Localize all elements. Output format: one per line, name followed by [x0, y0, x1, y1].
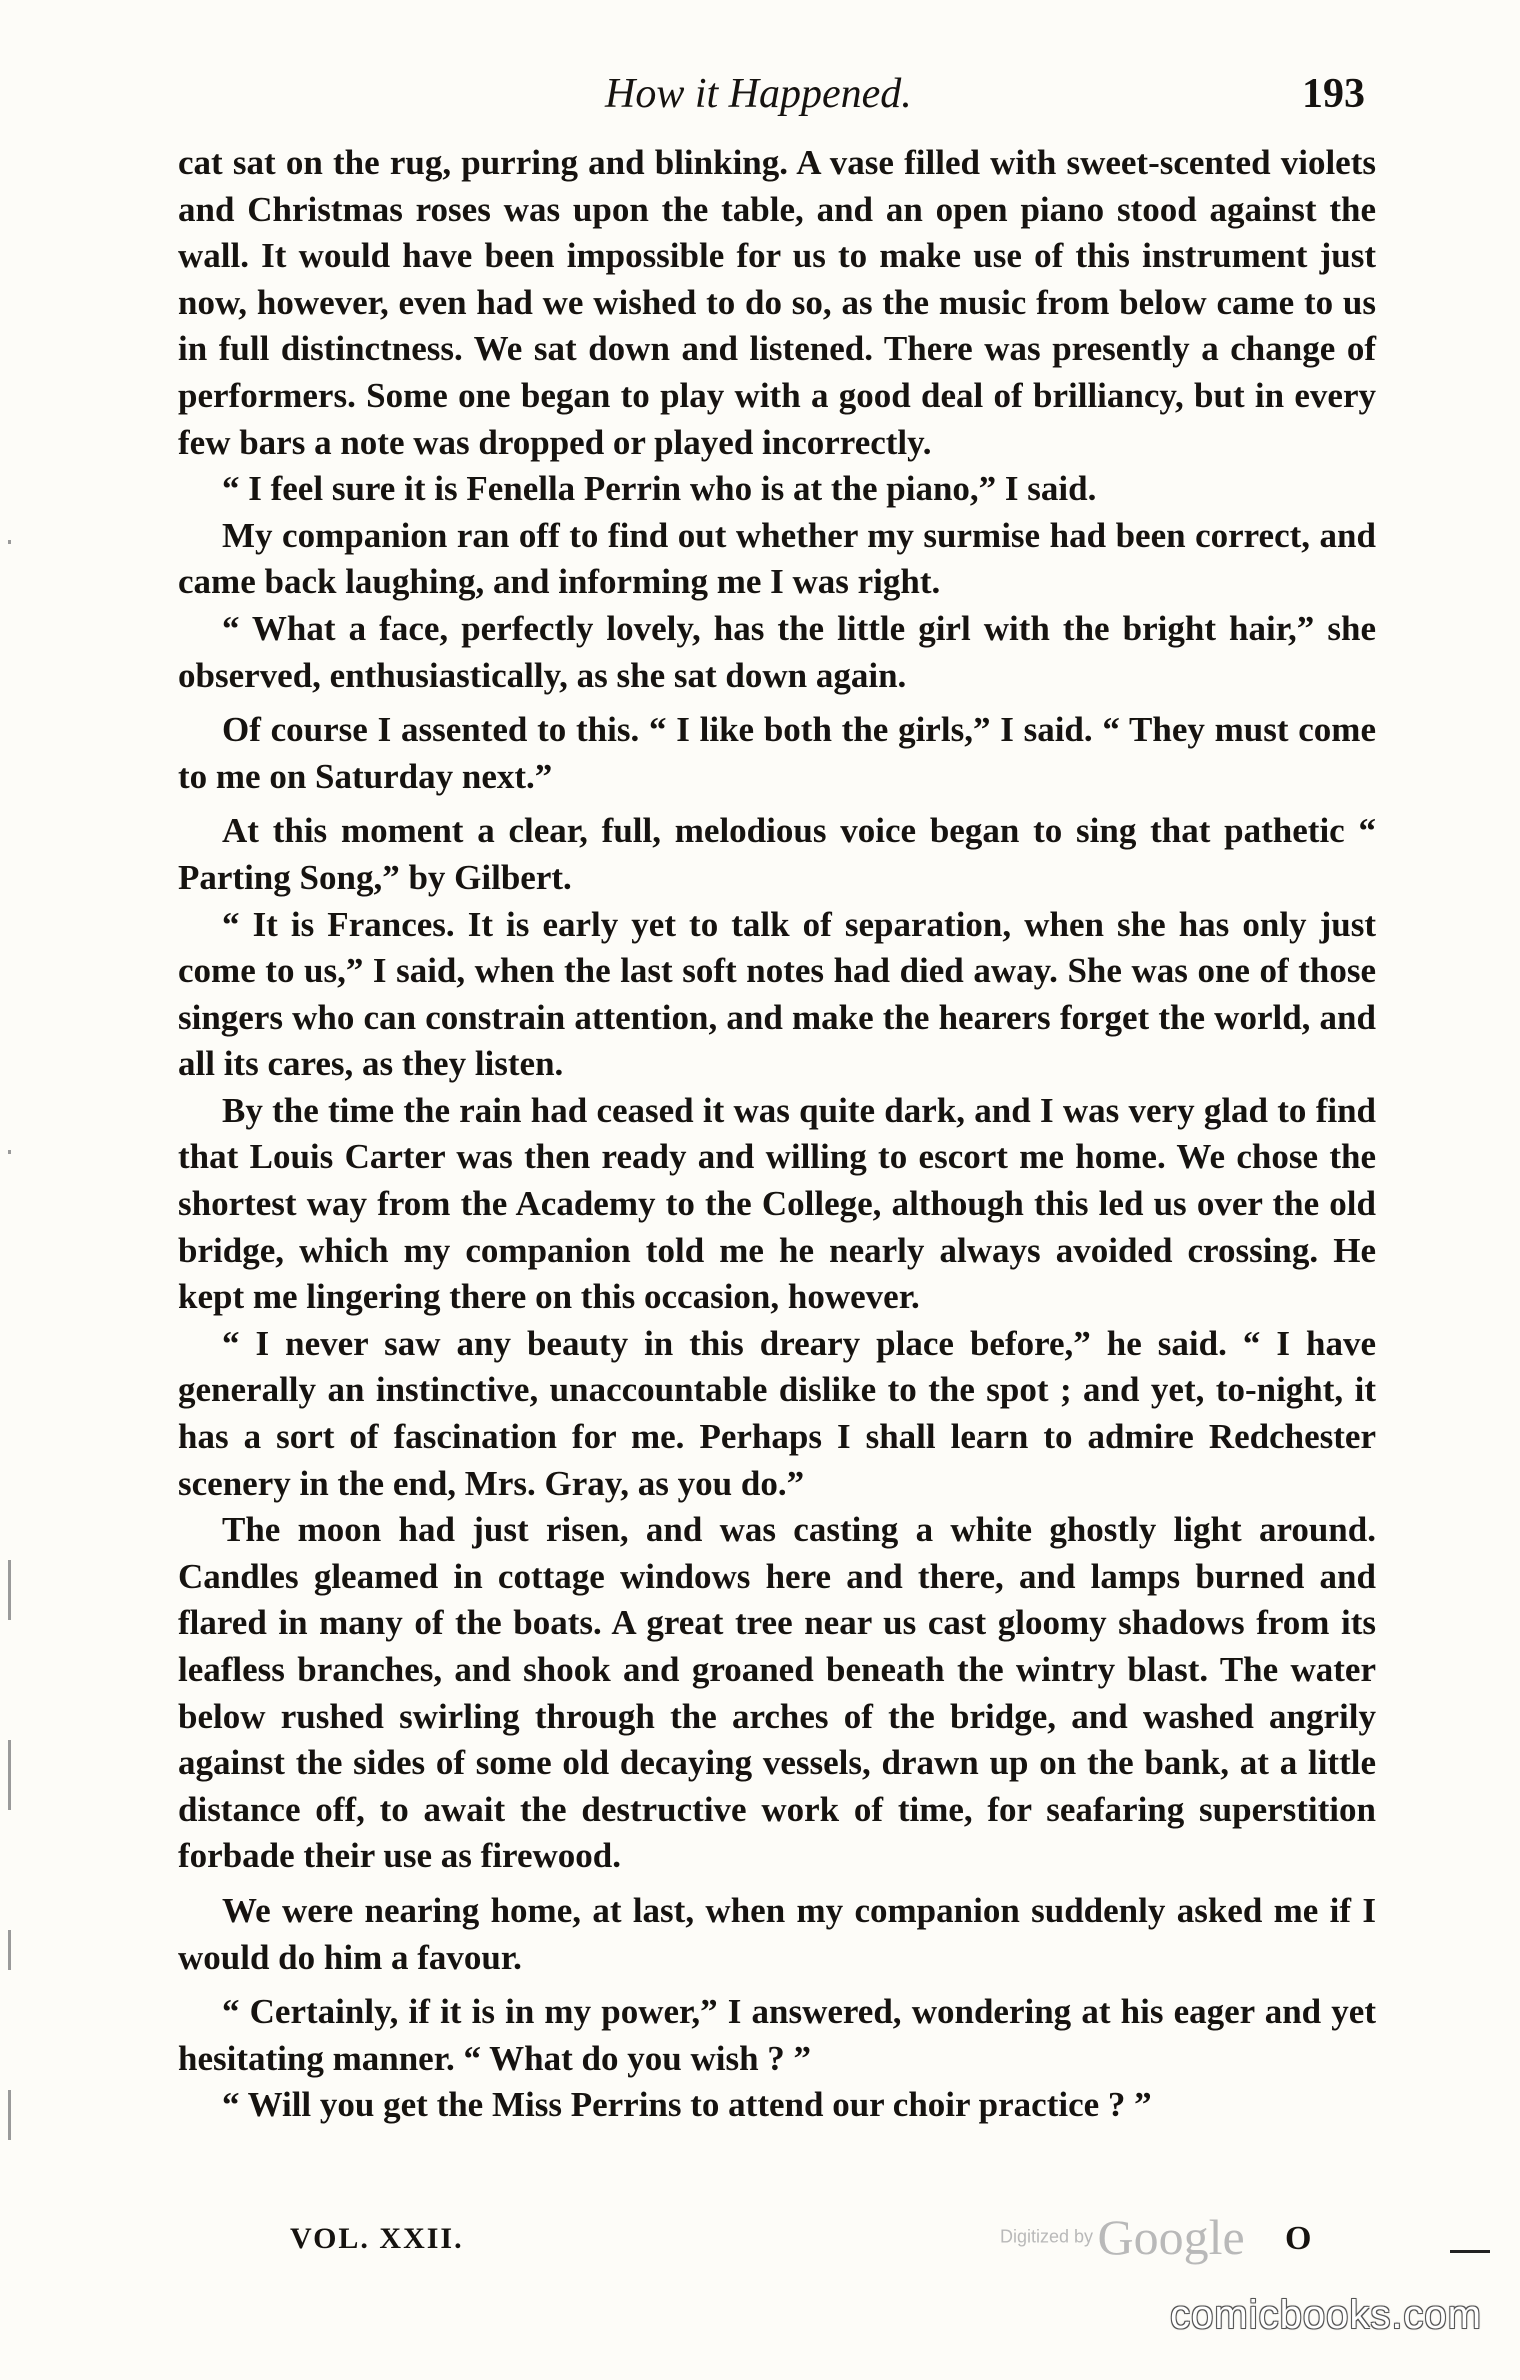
volume-signature: VOL. XXII.	[290, 2222, 464, 2255]
margin-speck	[8, 1930, 11, 1970]
page-footer	[290, 2209, 1340, 2272]
paragraph: “ Will you get the Miss Perrins to attend our choir practice ? ”	[222, 2085, 1152, 2125]
watermark-google-text: Google	[1097, 2209, 1245, 2265]
paragraph: My companion ran off to find out whether my surmise had been correct, and came back laughing, and informing me I was right.	[178, 515, 1376, 602]
watermark-digitized-text: Digitized by	[1000, 2226, 1094, 2247]
paragraph: “ I feel sure it is Fenella Perrin who is at the piano,” I said.	[222, 469, 1097, 509]
margin-speck	[8, 1150, 11, 1154]
page-number: 193	[1302, 71, 1365, 117]
paragraph: We were nearing home, at last, when my companion suddenly asked me if I would do him a favour.	[178, 1890, 1376, 1977]
paragraph: “ Certainly, if it is in my power,” I answered, wondering at his eager and yet hesitating manner. “ What do you wish ? ”	[178, 1992, 1376, 2078]
paragraph: cat sat on the rug, purring and blinking. A vase filled with sweet-scented violets and Christmas roses was upon the table, and an open piano stood against the wall. It would have been impossible for us to make use of this instrument just now, however, even had we wished to do so, as the music from below came to us in full distinctness. We sat down and listened. There was presently a change of performers. Some one began to play with a good deal of brilliancy, but in every few bars a note was dropped or played incorrectly.	[178, 143, 1376, 462]
google-watermark	[1000, 2208, 1245, 2266]
page-header	[175, 70, 1365, 130]
paragraph: The moon had just risen, and was casting a white ghostly light around. Candles gleamed in cottage windows here and there, and lamps burned and flared in many of the boats. A great tree near us cast gloomy shadows from its leafless branches, and shook and groaned beneath the wintry blast. The water below rushed swirling through the arches of the bridge, and washed angrily against the sides of some old decaying vessels, drawn up on the bank, at a little distance off, to await the destructive work of time, for seafaring superstition forbade their use as firewood.	[178, 1510, 1376, 1876]
paragraph: “ I never saw any beauty in this dreary place before,” he said. “ I have generally an instinctive, unaccountable dislike to the spot ; and yet, to-night, it has a sort of fascination for me. Perhaps I shall learn to admire Redchester scenery in the end, Mrs. Gray, as you do.”	[178, 1323, 1376, 1503]
site-watermark: comicbooks.com	[1170, 2293, 1482, 2337]
body-text	[178, 140, 1376, 2129]
paragraph: “ What a face, perfectly lovely, has the little girl with the bright hair,” she observed, enthusiastically, as she sat down again.	[178, 608, 1376, 695]
margin-speck	[8, 2090, 11, 2140]
running-title: How it Happened.	[605, 71, 912, 117]
margin-speck	[8, 1560, 11, 1620]
signature-letter: O	[1285, 2220, 1312, 2257]
margin-speck	[8, 1740, 11, 1810]
margin-speck	[8, 540, 11, 544]
paragraph: “ It is Frances. It is early yet to talk of separation, when she has only just come to us,” I said, when the last soft notes had died away. She was one of those singers who can constrain attention, and make the hearers forget the world, and all its cares, as they listen.	[178, 904, 1376, 1084]
margin-dash	[1450, 2250, 1490, 2253]
paragraph: At this moment a clear, full, melodious voice began to sing that pathetic “ Parting Song,” by Gilbert.	[178, 811, 1376, 897]
paragraph: By the time the rain had ceased it was quite dark, and I was very glad to find that Louis Carter was then ready and willing to escort me home. We chose the shortest way from the Academy to the College, although this led us over the old bridge, which my companion told me he nearly always avoided crossing. He kept me lingering there on this occasion, however.	[178, 1090, 1376, 1317]
paragraph: Of course I assented to this. “ I like both the girls,” I said. “ They must come to me on Saturday next.”	[178, 710, 1376, 796]
